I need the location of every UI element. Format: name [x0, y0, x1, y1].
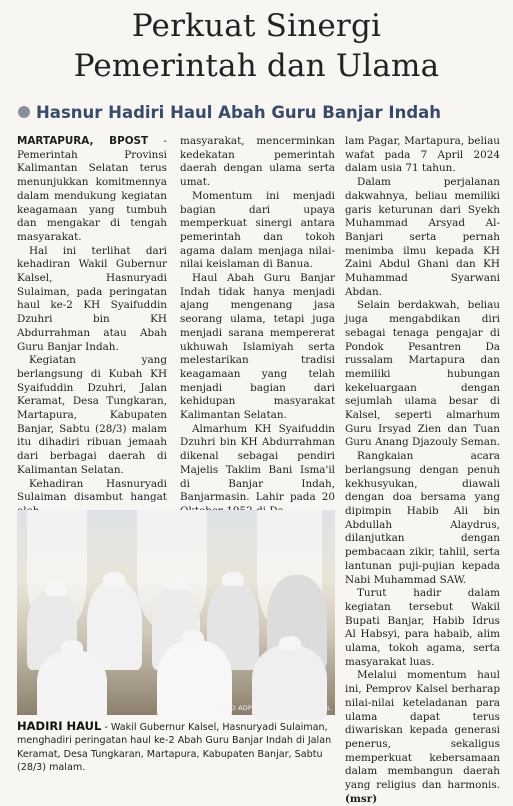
- paragraph: lam Pagar, Martapura, beliau wafat pada 7 April 2024 dalam usia 71 tahun.: [345, 135, 500, 175]
- subheadline-text: Hasnur Hadiri Haul Abah Guru Banjar Indah: [36, 103, 442, 122]
- photo-cap: [182, 630, 204, 644]
- news-photo: [17, 510, 335, 715]
- paragraph: Momentum ini menjadi bagian dari upaya memperkuat sinergi antara pemerintah dan tokoh agama dalam menjaga nilai-nilai keislaman di Banua.: [180, 189, 335, 271]
- paragraph: Hal ini terlihat dari kehadiran Wakil Gubernur Kalsel, Hasnuryadi Sulaiman, pada peringatan haul ke-2 KH Syaifuddin Dzuhri bin KH Abdurrahman atau Abah Guru Banjar Indah.: [17, 244, 167, 353]
- headline-line-1: Perkuat Sinergi: [131, 8, 382, 44]
- paragraph: masyarakat, mencerminkan kedekatan pemerintah daerah dengan ulama serta umat.: [180, 135, 335, 189]
- photo-cap: [45, 582, 67, 596]
- photo-cap: [103, 572, 125, 586]
- paragraph: [345, 669, 500, 806]
- headline: [0, 6, 513, 86]
- photo-cap: [167, 576, 189, 590]
- caption-text: - Wakil Gubernur Kalsel, Hasnuryadi Sulaiman, menghadiri peringatan haul ke-2 Abah Guru Banjar Indah di Jalan Keramat, Desa Tungkaran, Martapura, Kabupaten Banjar, Sabtu (28/3) malam.: [17, 722, 332, 774]
- paragraph: Almarhum KH Syaifuddin Dzuhri bin KH Abdurrahman dikenal sebagai pendiri Majelis Taklim Bani Isma'il di Banjar Indah, Banjarmasin. Lahir pada 20: [180, 422, 335, 504]
- photo-figure: [37, 650, 107, 720]
- paragraph: Dalam perjalanan dakwahnya, beliau memiliki garis keturunan dari Syekh Muhammad Arsyad Al-Banjari serta pernah menimba ilmu kepada KH Zaini Abdul Ghani dan KH Muhammad Syarwani Abdan.: [345, 176, 500, 298]
- subheadline: [18, 103, 508, 122]
- bullet-icon: [18, 106, 30, 118]
- headline-line-2: Pemerintah dan Ulama: [73, 48, 440, 84]
- photo-cap: [279, 636, 301, 650]
- photo-cap: [222, 572, 244, 586]
- paragraph: Rangkaian acara berlangsung dengan penuh kekhusyukan, diawali dengan doa bersama yang dipimpin Habib Ali bin Abdullah Alaydrus, dilanjutkan dengan pembacaan zikir, tahlil, serta lantunan puji-pujian kepada Nabi Muhammad SAW.: [345, 450, 500, 586]
- photo-credit: BIRO ADPIM SETDAPROV KALSEL: [219, 704, 331, 712]
- paragraph: Selain berdakwah, beliau juga mengabdikan diri sebagai tenaga pengajar di Pondok Pesantren Da russalam Martapura dan memiliki hubungan kekeluargaan dengan sejumlah ulama besar di Kalsel, seperti almarhum Guru Irsyad Zien dan Tuan Guru Anang Djazouly Seman.: [345, 299, 500, 449]
- paragraph-text: Melalui momentum haul ini, Pemprov Kalsel berharap nilai-nilai keteladanan para ulama dapat terus diwariskan kepada generasi penerus, sekaligus memperkuat kebersamaan dalam membangun daerah yang religius dan harmonis.: [345, 669, 500, 792]
- dateline: MARTAPURA, BPOST: [17, 135, 149, 147]
- caption-lead: HADIRI HAUL: [17, 719, 102, 733]
- article-column-2: [180, 135, 335, 505]
- paragraph: Kegiatan yang berlangsung di Kubah KH Syaifuddin Dzuhri, Jalan Keramat, Desa Tungkaran, Martapura, Kabupaten Banjar, Sabtu (28/3) malam itu dihadiri ribuan jemaah dari berbagai daerah di Kalimantan Selatan.: [17, 354, 167, 476]
- photo-caption: [17, 720, 337, 775]
- author-tag: (msr): [345, 792, 378, 805]
- paragraph: Kehadiran Hasnuryadi Sulaiman disambut hangat: [17, 477, 167, 504]
- paragraph: Turut hadir dalam kegiatan tersebut Wakil Bupati Banjar, Habib Idrus Al Habsyi, para habaib, alim ulama, tokoh agama, serta masyarakat luas.: [345, 587, 500, 668]
- article-column-1: [17, 135, 167, 505]
- paragraph: Haul Abah Guru Banjar Indah tidak hanya menjadi ajang mengenang jasa seorang ulama, tetapi juga menjadi sarana mempererat ukhuwah Islamiyah serta melestarikan tradisi keagamaan yang telah menjadi bagian dari kehidupan masyarakat Kalimantan Selatan.: [180, 272, 335, 422]
- paragraph-text: Pemerintah Provinsi Kalimantan Selatan terus menunjukkan komitmennya dalam mendukung kegiatan keagamaan yang tumbuh dan mengakar di tengah masyarakat.: [17, 148, 167, 243]
- paragraph: MARTAPURA, BPOST - Pemerintah Provinsi Kalimantan Selatan terus menunjukkan komitmennya dalam mendukung kegiatan keagamaan yang tumbuh dan mengakar di tengah masyarakat.: [17, 135, 167, 243]
- article-column-3: [345, 135, 500, 805]
- photo-cap: [61, 640, 83, 654]
